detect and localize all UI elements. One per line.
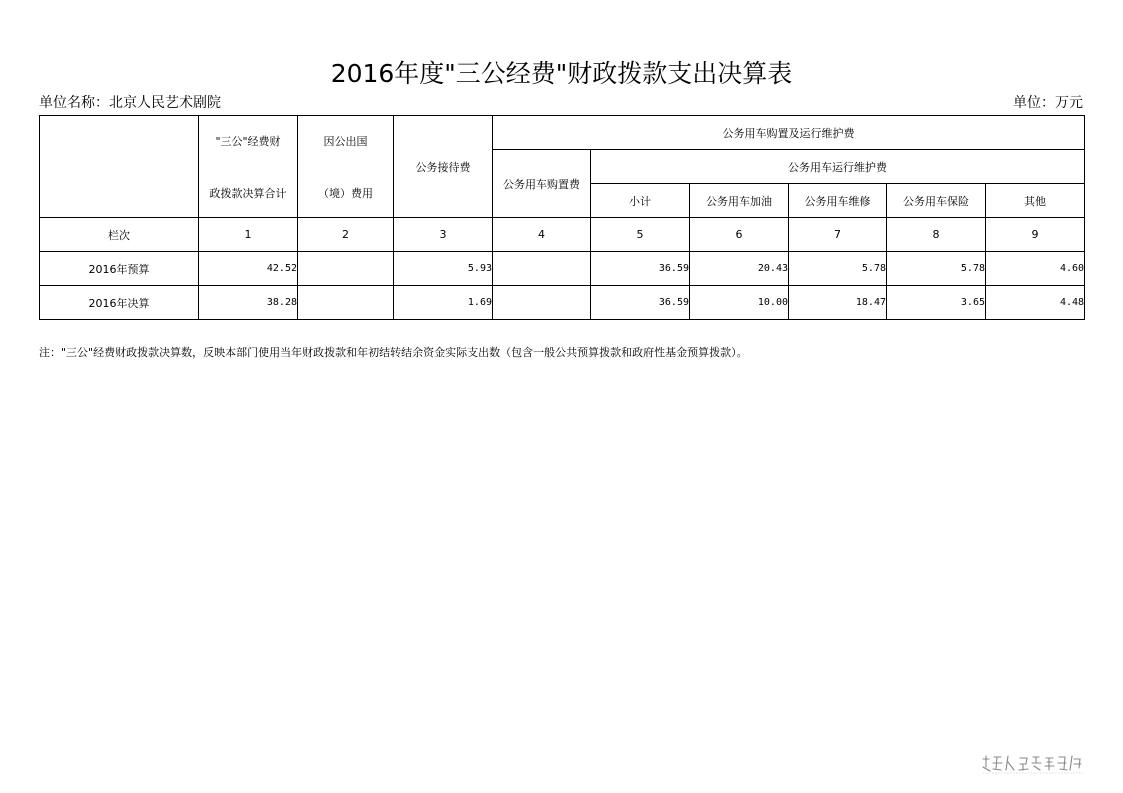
header-repair: 公务用车维修 [789,184,887,218]
header-reception: 公务接待费 [394,116,493,218]
index-cell: 8 [887,218,986,252]
value-cell: 10.00 [690,286,789,320]
watermark-seal [979,753,1089,775]
value-cell: 20.43 [690,252,789,286]
currency-unit: 单位：万元 [1013,95,1083,111]
index-cell: 6 [690,218,789,252]
value-cell: 5.78 [789,252,887,286]
value-cell: 4.48 [986,286,1085,320]
organization-name: 单位名称：北京人民艺术剧院 [39,95,221,111]
index-cell: 1 [199,218,298,252]
value-cell [298,286,394,320]
expenditure-table [39,115,1085,320]
value-cell: 36.59 [591,286,690,320]
header-abroad-line2: （境）费用 [318,186,373,200]
header-abroad-line1: 因公出国 [323,134,368,148]
value-cell [298,252,394,286]
header-vehicle-operation: 公务用车运行维护费 [591,150,1085,184]
index-cell: 3 [394,218,493,252]
header-total-line1: "三公"经费财 [215,134,281,148]
header-fuel: 公务用车加油 [690,184,789,218]
header-subtotal: 小计 [591,184,690,218]
header-vehicle-purchase: 公务用车购置费 [493,150,591,218]
header-corner-cell [40,116,199,218]
index-cell: 4 [493,218,591,252]
table-row [40,286,1085,320]
header-other: 其他 [986,184,1085,218]
value-cell [493,286,591,320]
header-abroad [298,116,394,218]
table-row [40,252,1085,286]
value-cell: 5.78 [887,252,986,286]
header-total-line2: 政拨款决算合计 [209,186,287,200]
value-cell: 42.52 [199,252,298,286]
value-cell: 18.47 [789,286,887,320]
row-label: 栏次 [40,218,199,252]
header-total [199,116,298,218]
row-label: 2016年预算 [40,252,199,286]
value-cell [493,252,591,286]
index-cell: 5 [591,218,690,252]
index-cell: 7 [789,218,887,252]
value-cell: 4.60 [986,252,1085,286]
value-cell: 3.65 [887,286,986,320]
header-insurance: 公务用车保险 [887,184,986,218]
value-cell: 5.93 [394,252,493,286]
header-vehicle-group: 公务用车购置及运行维护费 [493,116,1085,150]
row-label: 2016年决算 [40,286,199,320]
index-cell: 2 [298,218,394,252]
footnote: 注："三公"经费财政拨款决算数，反映本部门使用当年财政拨款和年初结转结余资金实际支出数（包含一般公共预算拨款和政府性基金预算拨款）。 [39,346,748,359]
index-row [40,218,1085,252]
value-cell: 38.28 [199,286,298,320]
page-title: 2016年度"三公经费"财政拨款支出决算表 [330,59,793,88]
value-cell: 1.69 [394,286,493,320]
value-cell: 36.59 [591,252,690,286]
index-cell: 9 [986,218,1085,252]
